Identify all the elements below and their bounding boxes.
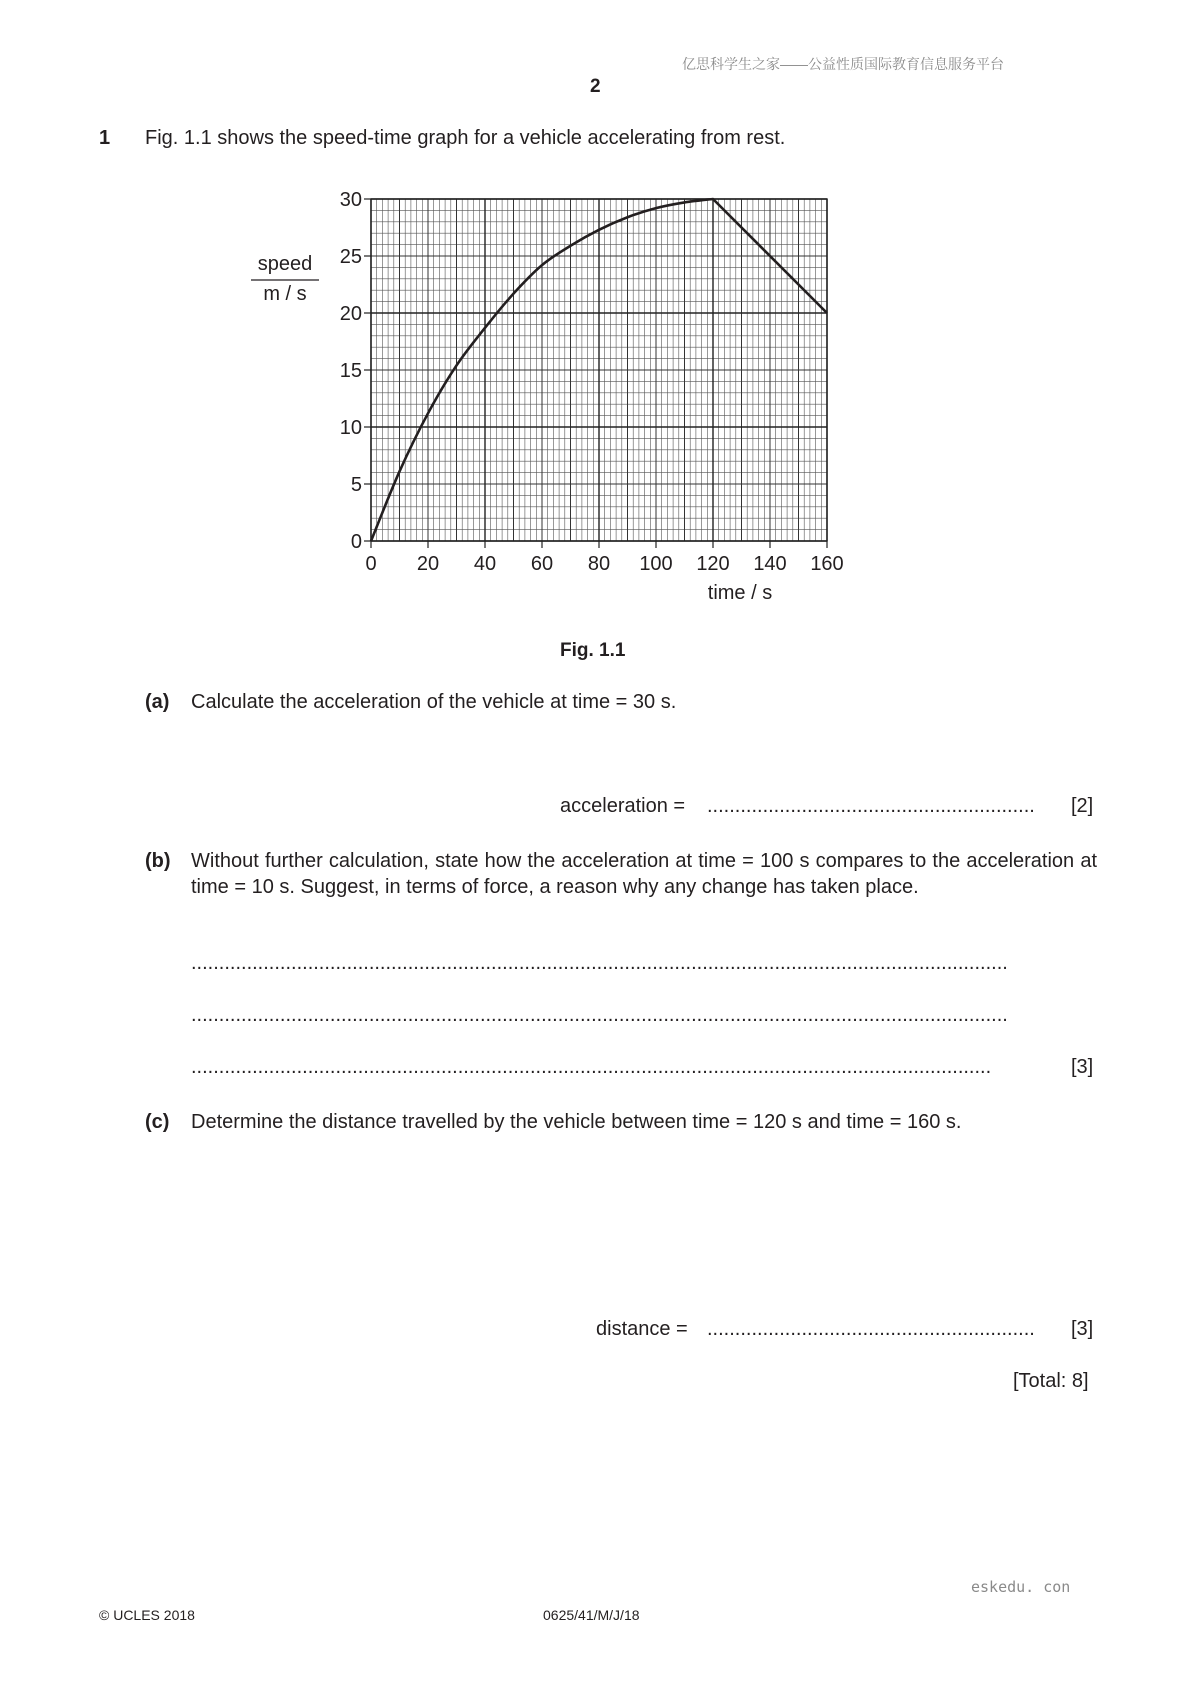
total-marks: [Total: 8] — [1013, 1370, 1089, 1392]
x-tick-label: 60 — [530, 553, 554, 575]
y-tick-label: 20 — [339, 303, 362, 325]
footer-watermark: eskedu. con — [971, 1578, 1071, 1596]
part-c-answer-prefix: distance = — [596, 1318, 688, 1340]
x-tick-label: 80 — [587, 553, 611, 575]
part-a-label: (a) — [145, 691, 170, 713]
x-tick-label: 160 — [810, 553, 844, 575]
part-b-answer-line-2[interactable]: ................................................................................................................................................... — [191, 1004, 1008, 1026]
x-tick-label: 120 — [696, 553, 730, 575]
header-watermark: 亿思科学生之家——公益性质国际教育信息服务平台 — [682, 56, 1004, 72]
x-tick-label: 100 — [639, 553, 673, 575]
x-tick-label: 140 — [753, 553, 787, 575]
part-b-label: (b) — [145, 850, 171, 872]
part-b-marks: [3] — [1071, 1056, 1094, 1078]
part-a-text: Calculate the acceleration of the vehicle at time = 30 s. — [191, 691, 677, 713]
y-tick-label: 5 — [350, 474, 362, 496]
figure-caption: Fig. 1.1 — [560, 640, 626, 661]
x-tick-label: 20 — [416, 553, 440, 575]
part-a-answer-prefix: acceleration = — [560, 795, 686, 817]
part-c-label: (c) — [145, 1111, 170, 1133]
part-b-answer-line-3[interactable]: ................................................................................................................................................ — [191, 1056, 992, 1078]
y-tick-label: 15 — [339, 360, 362, 382]
part-c-marks: [3] — [1071, 1318, 1094, 1340]
x-tick-label: 40 — [473, 553, 497, 575]
x-axis-label: time / s — [707, 582, 773, 604]
question-number: 1 — [99, 127, 111, 149]
part-a-marks: [2] — [1071, 795, 1094, 817]
y-tick-label: 25 — [339, 246, 362, 268]
y-axis-label-top: speed — [257, 253, 313, 275]
y-tick-label: 0 — [350, 531, 362, 553]
footer-code: 0625/41/M/J/18 — [543, 1607, 640, 1623]
part-b-answer-line-1[interactable]: ................................................................................................................................................... — [191, 952, 1008, 974]
x-tick-label: 0 — [365, 553, 377, 575]
question-intro: Fig. 1.1 shows the speed-time graph for a vehicle accelerating from rest. — [145, 127, 786, 149]
part-c-text: Determine the distance travelled by the vehicle between time = 120 s and time = 160 s. — [191, 1111, 962, 1133]
part-b-text: Without further calculation, state how the acceleration at time = 100 s compares to the acceleration at time = 10 s. Suggest, in terms of force, a reason why any change has taken place. — [191, 850, 1097, 898]
y-tick-label: 30 — [339, 189, 362, 211]
footer-copyright: © UCLES 2018 — [99, 1607, 195, 1623]
part-c-answer-field[interactable]: ........................................................... — [707, 1318, 1035, 1340]
speed-time-chart — [0, 0, 1191, 640]
y-tick-label: 10 — [339, 417, 362, 439]
y-axis-label-bottom: m / s — [263, 283, 307, 305]
axis-labels — [251, 253, 772, 604]
tick-labels — [340, 189, 844, 575]
part-a-answer-field[interactable]: ........................................................... — [707, 795, 1035, 817]
page-number: 2 — [590, 76, 601, 97]
